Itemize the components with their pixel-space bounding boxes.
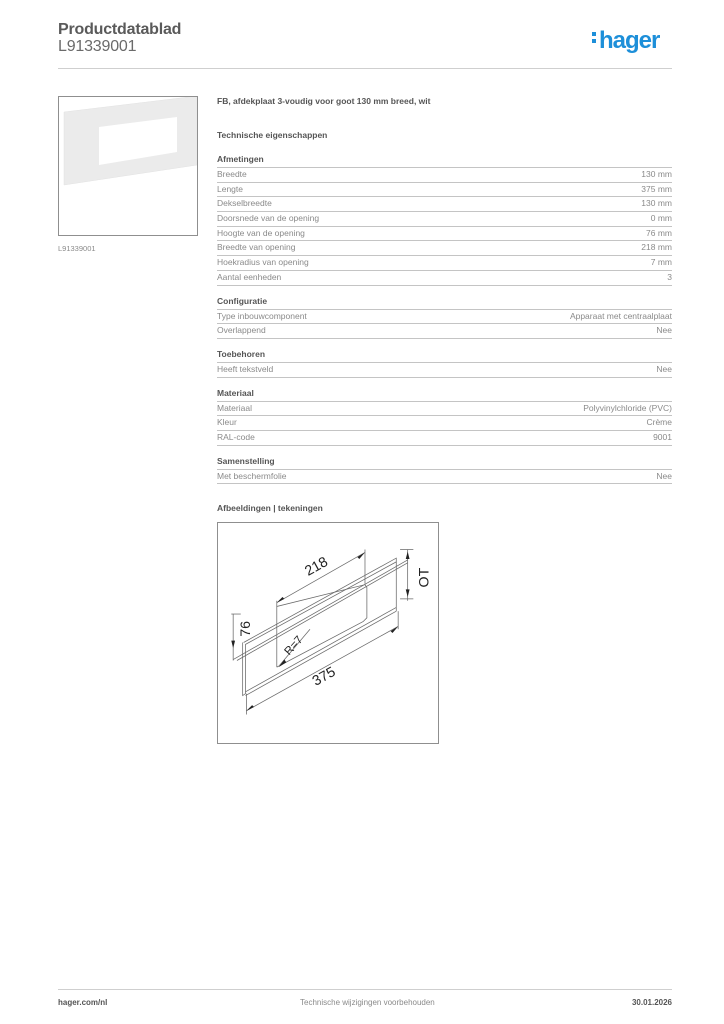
table-row (217, 241, 672, 256)
table-row (217, 470, 672, 485)
footer-disclaimer: Technische wijzigingen voorbehouden (300, 998, 435, 1007)
row-value: Nee (656, 470, 672, 481)
row-label: Met beschermfolie (217, 470, 287, 481)
row-value: Polyvinylchloride (PVC) (583, 402, 672, 413)
group-title: Afmetingen (217, 154, 672, 168)
hager-logo (592, 27, 659, 55)
row-value: 0 mm (650, 213, 672, 224)
row-label: Breedte van opening (217, 242, 296, 253)
spec-content (217, 96, 672, 515)
table-row (217, 324, 672, 339)
table-row (217, 310, 672, 325)
svg-text:R=7: R=7 (282, 634, 306, 658)
table-row (217, 227, 672, 242)
group-materiaal (217, 388, 672, 446)
table-row (217, 402, 672, 417)
row-value: 76 mm (646, 227, 672, 238)
row-value: 130 mm (641, 169, 672, 179)
group-afmetingen (217, 154, 672, 286)
footer-website-link[interactable]: hager.com/nl (58, 998, 108, 1007)
row-value: 7 mm (650, 257, 672, 268)
group-configuratie (217, 296, 672, 339)
group-toebehoren (217, 349, 672, 378)
row-label: Heeft tekstveld (217, 363, 274, 374)
logo-colon-icon (592, 29, 596, 46)
row-label: RAL-code (217, 431, 255, 442)
row-value: Crème (646, 417, 672, 428)
product-description: FB, afdekplaat 3-voudig voor goot 130 mm breed, wit (217, 96, 431, 106)
footer-date: 30.01.2026 (631, 998, 672, 1007)
row-value: 130 mm (641, 198, 672, 209)
product-thumbnail (58, 96, 198, 236)
table-row (217, 363, 672, 378)
row-label: Aantal eenheden (217, 271, 282, 282)
group-title: Configuratie (217, 296, 672, 310)
svg-text:OT: OT (416, 567, 433, 588)
group-samenstelling (217, 456, 672, 485)
table-row (217, 271, 672, 286)
table-row (217, 431, 672, 446)
svg-text:375: 375 (309, 664, 339, 690)
row-label: Type inbouwcomponent (217, 310, 307, 321)
logo-text: hager (599, 27, 660, 54)
table-row (217, 416, 672, 431)
row-label: Materiaal (217, 402, 252, 413)
group-title: Toebehoren (217, 349, 672, 363)
row-value: 375 mm (641, 183, 672, 194)
row-label: Overlappend (217, 325, 266, 336)
product-code: L91339001 (58, 38, 137, 55)
header-divider (58, 68, 672, 69)
row-value: Apparaat met centraalplaat (569, 310, 672, 321)
table-row (217, 168, 672, 183)
row-label: Lengte (217, 183, 243, 194)
table-row (217, 212, 672, 227)
row-value: 3 (667, 271, 672, 282)
cover-plate-image-icon (59, 97, 197, 235)
table-row (217, 183, 672, 198)
footer-divider (58, 989, 672, 990)
row-label: Kleur (217, 417, 237, 428)
row-label: Breedte (217, 169, 247, 179)
table-row (217, 256, 672, 271)
svg-text:76: 76 (238, 620, 255, 637)
group-title: Samenstelling (217, 456, 672, 470)
dimension-drawing-icon (218, 523, 438, 743)
row-label: Hoekradius van opening (217, 257, 309, 268)
row-value: Nee (656, 325, 672, 336)
page-title: Productdatablad (58, 21, 182, 38)
row-label: Hoogte van de opening (217, 227, 305, 238)
row-value: Nee (656, 363, 672, 374)
tech-properties-title: Technische eigenschappen (217, 130, 328, 140)
row-value: 218 mm (641, 242, 672, 253)
table-row (217, 197, 672, 212)
technical-drawing (217, 522, 439, 744)
images-section-title: Afbeeldingen | tekeningen (217, 503, 323, 514)
row-label: Dekselbreedte (217, 198, 272, 209)
svg-text:218: 218 (302, 554, 331, 580)
thumbnail-caption: L91339001 (58, 244, 96, 253)
row-label: Doorsnede van de opening (217, 213, 320, 224)
row-value: 9001 (653, 431, 672, 442)
group-title: Materiaal (217, 388, 672, 402)
